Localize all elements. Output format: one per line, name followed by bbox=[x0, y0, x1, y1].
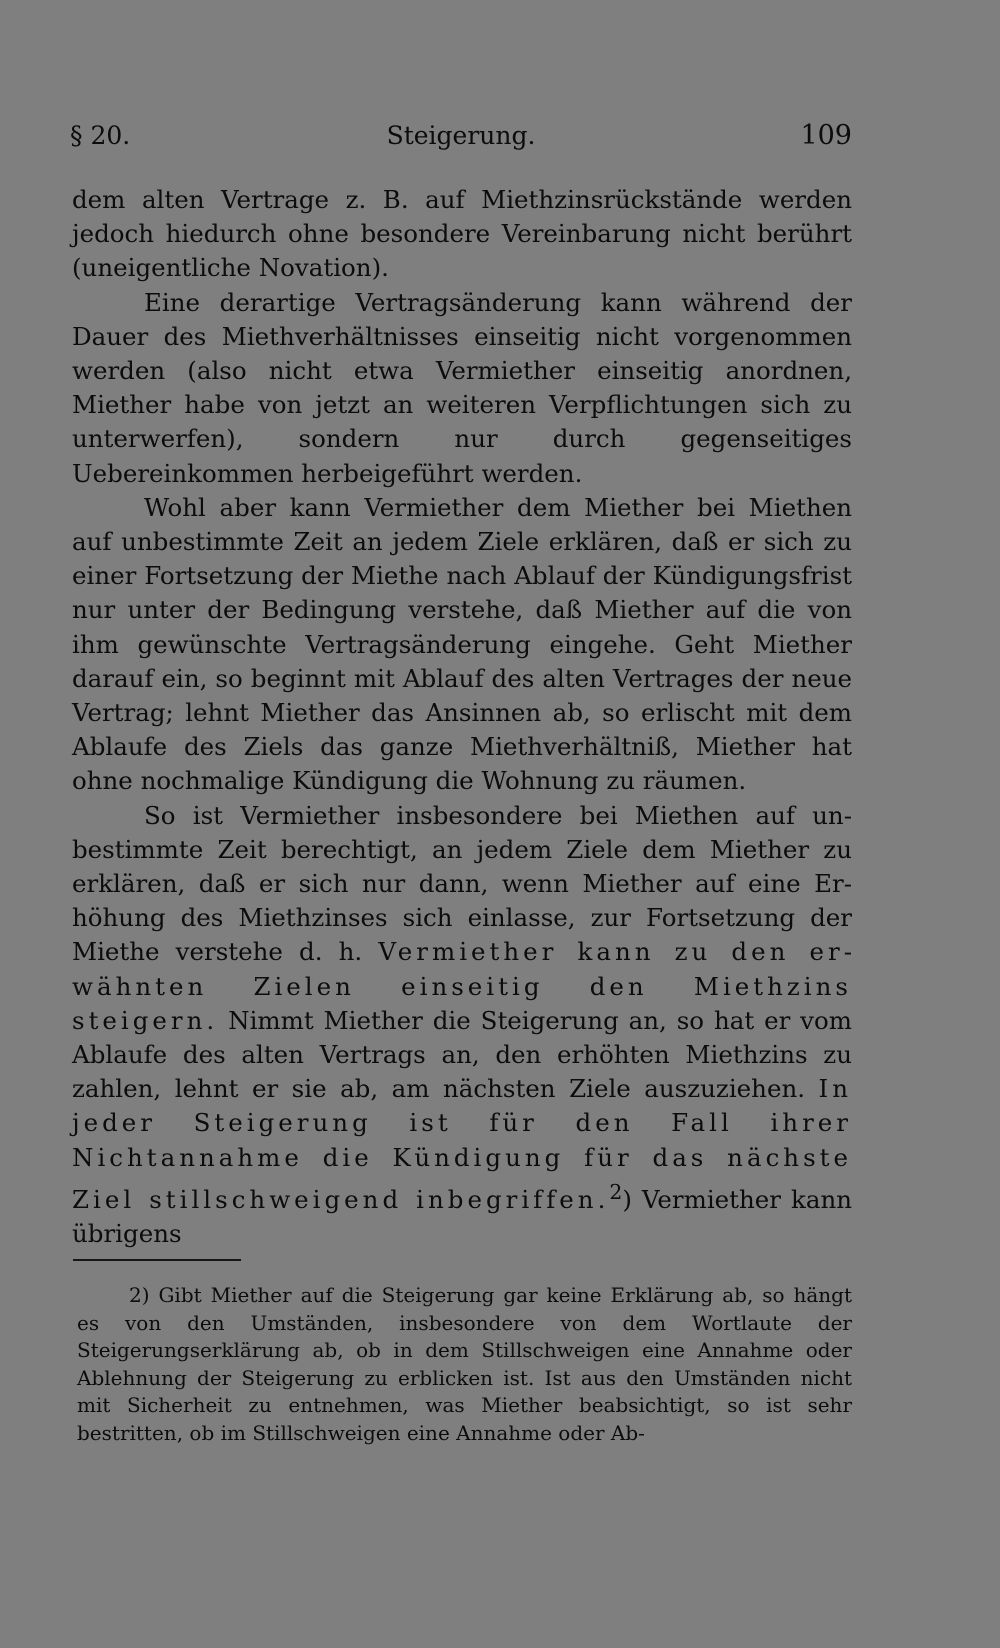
section-number: § 20. bbox=[70, 121, 131, 150]
footnote-reference[interactable]: 2 bbox=[609, 1179, 623, 1204]
body-text bbox=[72, 183, 852, 1251]
running-title: Steigerung. bbox=[386, 121, 536, 150]
paragraph-landlord-declaration: Wohl aber kann Vermiether dem Miether bei Miethen auf unbestimmte Zeit an jedem Ziele erklären, daß er sich zu einer Fortsetzung der Miethe nach Ablauf der Kündigungsfrist nur unter der Bedingung verstehe, daß Miether auf die von ihm gewünschte Vertragsänderung eingehe. Geht Miether darauf ein, so beginnt mit Ablauf des alten Vertrages der neue Vertrag; lehnt Miether das Ansinnen ab, so erlischt mit dem Ablaufe des Ziels das ganze Miethverhältniß, Miether hat ohne nochmalige Kündigung die Wohnung zu räumen. bbox=[72, 492, 852, 796]
footnote-2: 2) Gibt Miether auf die Steigerung gar keine Erklärung ab, so hängt es von den Umständen, insbesondere von dem Wortlaute der Steigerungserklärung ab, ob in dem Stillschweigen eine Annahme oder Ablehnung der Steigerung zu erblicken ist. Ist aus den Umständen nicht mit Sicherheit zu entnehmen, was Miether beabsichtigt, so ist sehr bestritten, ob im Stillschweigen eine Annahme oder Ab- bbox=[77, 1283, 852, 1445]
paragraph-contract-change: Eine derartige Vertragsänderung kann während der Dauer des Miethverhältnisses einseitig nicht vorgenommen werden (also nicht etwa Vermiether einseitig anordnen, Miether habe von jetzt an weiteren Verpflichtungen sich zu unterwerfen), sondern nur durch gegenseitiges Uebereinkommen herbeigeführt werden. bbox=[72, 287, 852, 488]
footnote-separator bbox=[73, 1259, 241, 1261]
paragraph-text: So ist Vermiether insbesondere bei Miethen auf unbestimmte Zeit berechtigt, an jedem Ziele dem Miether zu erklären, daß er sich nur dann, wenn Miether auf eine Erhöhung des Miethzinses sich einlasse, zur Fortsetzung der Miethe verstehe d. h. bbox=[72, 800, 852, 967]
paragraph-continuation: dem alten Vertrage z. B. auf Miethzinsrückstände werden jedoch hiedurch ohne besondere Vereinbarung nicht berührt (uneigentliche Novation). bbox=[72, 185, 852, 283]
paragraph-rent-increase bbox=[72, 799, 852, 1252]
paragraph-text: ) Vermiether kann übrigens bbox=[72, 1185, 853, 1249]
paragraph-text: Nimmt Miether die Steigerung an, so hat er vom Ablaufe des alten Vertrags an, den erhöhten Miethzins zu zahlen, lehnt er sie ab, am nächsten Ziele auszuziehen. bbox=[72, 1005, 852, 1104]
page-number: 109 bbox=[800, 120, 852, 151]
emphasized-text: Vermiether kann zu den erwähnten Zielen einseitig den Miethzins steigern. bbox=[72, 937, 852, 1035]
page-header bbox=[70, 116, 852, 156]
emphasized-text: In jeder Steigerung ist für den Fall ihrer Nichtannahme die Kündigung für das nächste Ziel stillschweigend inbegriffen. bbox=[72, 1074, 853, 1215]
